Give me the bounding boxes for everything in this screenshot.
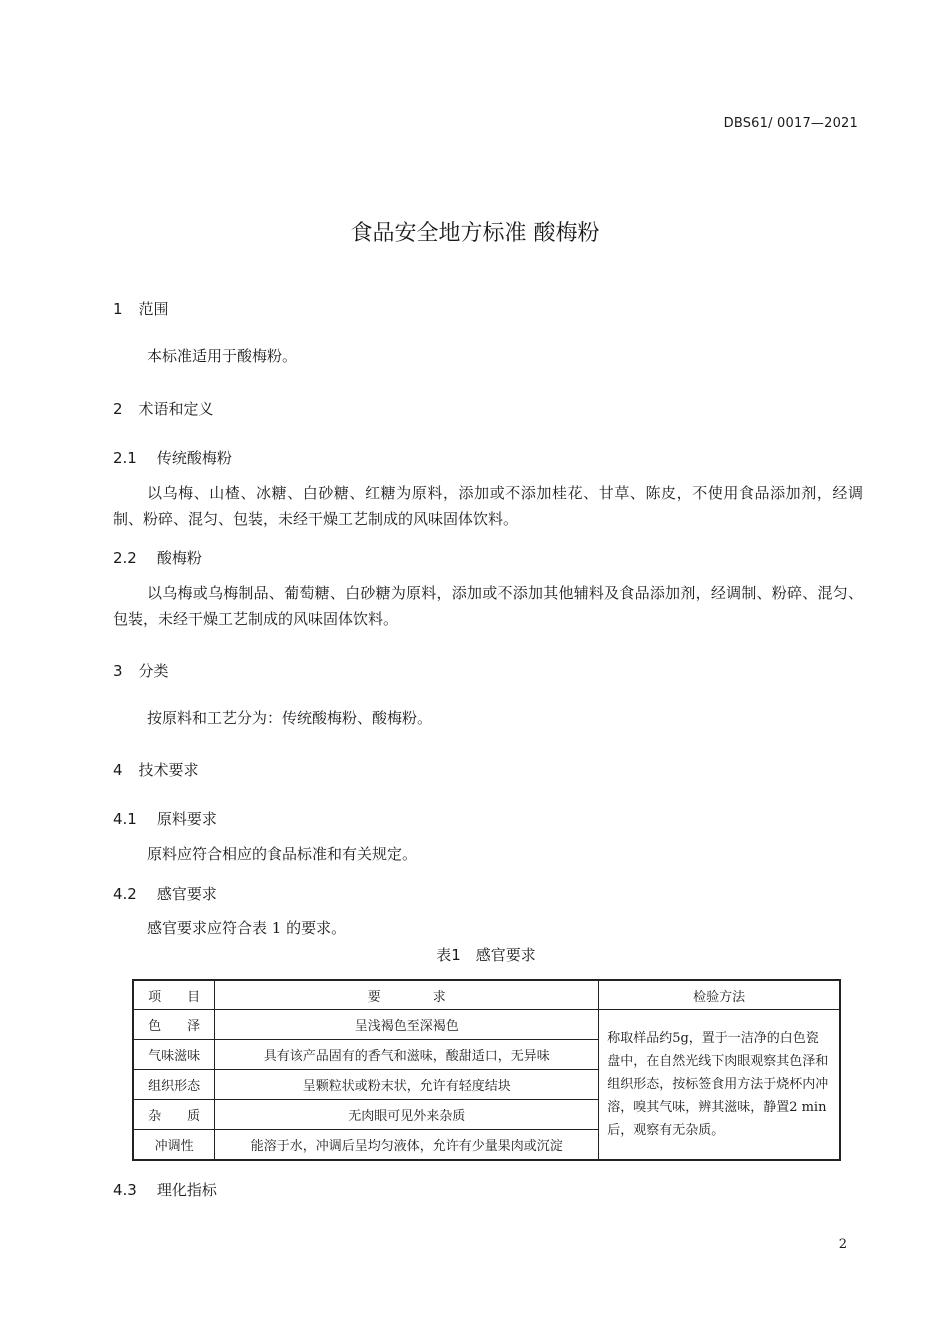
section-2-1-heading: [113, 447, 232, 468]
section-number: 3: [113, 662, 123, 680]
section-1-heading: [113, 298, 169, 319]
table-row: [133, 1010, 840, 1040]
column-header-requirement: 要 求: [215, 980, 599, 1010]
column-header-item: 项 目: [133, 980, 215, 1010]
section-title: 术语和定义: [138, 400, 214, 418]
section-title: 理化指标: [156, 1181, 217, 1199]
table-header-row: [133, 980, 840, 1010]
section-title: 传统酸梅粉: [156, 449, 232, 467]
section-title: 分类: [138, 662, 169, 680]
section-3-heading: [113, 660, 169, 681]
section-title: 酸梅粉: [156, 549, 202, 567]
section-number: 4.3: [113, 1181, 137, 1199]
section-2-heading: [113, 398, 214, 419]
row-item: 色 泽: [133, 1010, 215, 1040]
section-2-2-text: 以乌梅或乌梅制品、葡萄糖、白砂糖为原料，添加或不添加其他辅料及食品添加剂，经调制、粉碎、混匀、包装，未经干燥工艺制成的风味固体饮料。: [113, 584, 863, 628]
row-item: 冲调性: [133, 1130, 215, 1161]
section-title: 范围: [138, 300, 169, 318]
section-number: 2.2: [113, 549, 137, 567]
section-number: 2.1: [113, 449, 137, 467]
section-4-1-heading: [113, 808, 217, 829]
standard-code: DBS61/ 0017—2021: [723, 116, 858, 131]
section-number: 4.2: [113, 885, 137, 903]
page-title: 食品安全地方标准 酸梅粉: [350, 221, 600, 246]
page-number: 2: [838, 1237, 847, 1252]
section-title: 感官要求: [156, 885, 217, 903]
section-1-text: 本标准适用于酸梅粉。: [147, 347, 298, 365]
section-3-text: 按原料和工艺分为：传统酸梅粉、酸梅粉。: [147, 709, 433, 727]
section-number: 4: [113, 761, 123, 779]
section-4-heading: [113, 759, 199, 780]
section-2-2-heading: [113, 547, 202, 568]
inspection-method: 称取样品约5g，置于一洁净的白色瓷盘中，在自然光线下肉眼观察其色泽和组织形态，按标签食用方法于烧杯内冲溶，嗅其气味，辨其滋味，静置2 min后，观察有无杂质。: [599, 1010, 840, 1161]
section-title: 技术要求: [138, 761, 199, 779]
row-item: 杂 质: [133, 1100, 215, 1130]
section-2-1-text: 以乌梅、山楂、冰糖、白砂糖、红糖为原料，添加或不添加桂花、甘草、陈皮，不使用食品添加剂，经调制、粉碎、混匀、包装，未经干燥工艺制成的风味固体饮料。: [113, 484, 863, 528]
row-requirement: 无肉眼可见外来杂质: [215, 1100, 599, 1130]
section-number: 4.1: [113, 810, 137, 828]
section-4-2-text: 感官要求应符合表 1 的要求。: [147, 919, 347, 937]
section-number: 2: [113, 400, 123, 418]
section-4-1-text: 原料应符合相应的食品标准和有关规定。: [147, 845, 418, 863]
sensory-requirements-table: [132, 979, 841, 1161]
column-header-method: 检验方法: [599, 980, 840, 1010]
section-4-2-heading: [113, 883, 217, 904]
row-requirement: 能溶于水，冲调后呈均匀液体，允许有少量果肉或沉淀: [215, 1130, 599, 1161]
section-4-3-heading: [113, 1179, 217, 1200]
row-item: 组织形态: [133, 1070, 215, 1100]
row-requirement: 呈浅褐色至深褐色: [215, 1010, 599, 1040]
row-item: 气味滋味: [133, 1040, 215, 1070]
section-number: 1: [113, 300, 123, 318]
table-caption: 表1 感官要求: [436, 946, 536, 964]
row-requirement: 具有该产品固有的香气和滋味，酸甜适口，无异味: [215, 1040, 599, 1070]
section-title: 原料要求: [156, 810, 217, 828]
row-requirement: 呈颗粒状或粉末状，允许有轻度结块: [215, 1070, 599, 1100]
